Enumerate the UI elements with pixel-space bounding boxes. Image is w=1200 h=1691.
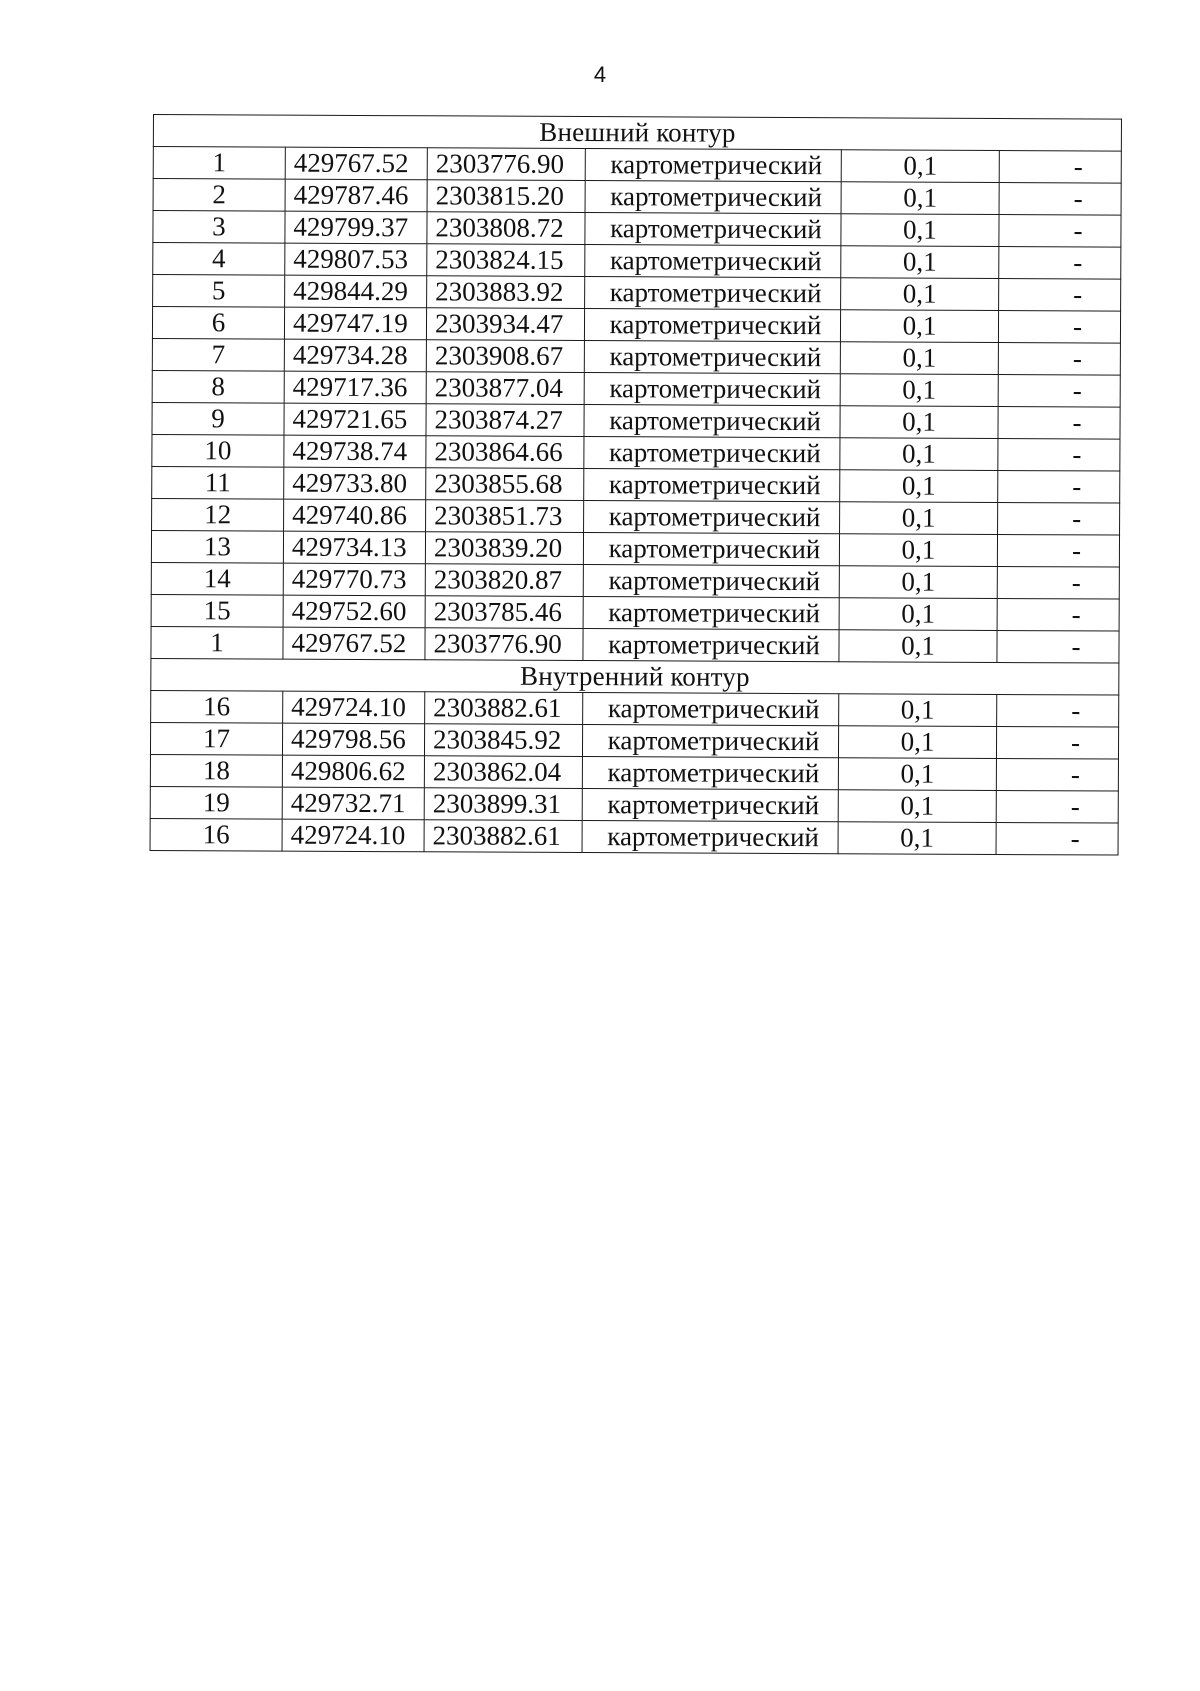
- method-cell: картометрический: [585, 245, 841, 278]
- table-row: [151, 626, 1119, 663]
- method-cell: картометрический: [584, 373, 840, 406]
- method-cell: картометрический: [584, 405, 840, 438]
- x-coordinate-cell: 429717.36: [284, 371, 426, 404]
- accuracy-cell: 0,1: [839, 694, 997, 727]
- accuracy-cell: 0,1: [841, 214, 999, 247]
- accuracy-cell: 0,1: [840, 406, 998, 439]
- method-cell: картометрический: [584, 437, 840, 470]
- table-row: [152, 434, 1120, 471]
- accuracy-cell: 0,1: [841, 246, 999, 279]
- note-cell: -: [996, 758, 1118, 791]
- y-coordinate-cell: 2303839.20: [425, 532, 583, 565]
- table-row: [152, 338, 1120, 375]
- point-number-cell: 5: [153, 275, 285, 308]
- point-number-cell: 9: [152, 402, 284, 435]
- point-number-cell: 2: [153, 179, 285, 212]
- accuracy-cell: 0,1: [839, 598, 997, 631]
- accuracy-cell: 0,1: [838, 790, 996, 823]
- section-header-row: [153, 115, 1121, 152]
- method-cell: картометрический: [582, 789, 838, 822]
- note-cell: -: [998, 502, 1120, 535]
- section-title: Внешний контур: [153, 115, 1121, 152]
- y-coordinate-cell: 2303808.72: [427, 212, 585, 245]
- y-coordinate-cell: 2303883.92: [427, 276, 585, 309]
- point-number-cell: 19: [150, 786, 282, 819]
- x-coordinate-cell: 429799.37: [285, 211, 427, 244]
- x-coordinate-cell: 429732.71: [282, 787, 424, 820]
- note-cell: -: [998, 470, 1120, 503]
- x-coordinate-cell: 429806.62: [282, 755, 424, 788]
- accuracy-cell: 0,1: [841, 182, 999, 215]
- note-cell: -: [999, 150, 1121, 183]
- accuracy-cell: 0,1: [841, 278, 999, 311]
- method-cell: картометрический: [583, 533, 839, 566]
- accuracy-cell: 0,1: [839, 630, 997, 663]
- point-number-cell: 8: [152, 370, 284, 403]
- method-cell: картометрический: [584, 309, 840, 342]
- note-cell: -: [999, 278, 1121, 311]
- accuracy-cell: 0,1: [840, 502, 998, 535]
- note-cell: -: [998, 374, 1120, 407]
- coordinates-table-body: [150, 115, 1122, 856]
- point-number-cell: 10: [152, 434, 284, 467]
- y-coordinate-cell: 2303815.20: [427, 180, 585, 213]
- table-row: [150, 786, 1118, 823]
- y-coordinate-cell: 2303882.61: [424, 820, 582, 853]
- accuracy-cell: 0,1: [841, 150, 999, 183]
- note-cell: -: [997, 630, 1119, 663]
- method-cell: картометрический: [582, 757, 838, 790]
- table-row: [151, 690, 1119, 727]
- accuracy-cell: 0,1: [840, 438, 998, 471]
- x-coordinate-cell: 429752.60: [283, 595, 425, 628]
- method-cell: картометрический: [582, 821, 838, 854]
- point-number-cell: 15: [151, 594, 283, 627]
- table-row: [152, 370, 1120, 407]
- point-number-cell: 7: [152, 338, 284, 371]
- note-cell: -: [996, 822, 1118, 855]
- note-cell: -: [998, 406, 1120, 439]
- table-row: [153, 275, 1121, 312]
- y-coordinate-cell: 2303899.31: [424, 788, 582, 821]
- accuracy-cell: 0,1: [838, 726, 996, 759]
- method-cell: картометрический: [583, 629, 839, 662]
- point-number-cell: 1: [151, 626, 283, 659]
- section-title: Внутренний контур: [151, 658, 1119, 695]
- x-coordinate-cell: 429747.19: [284, 307, 426, 340]
- y-coordinate-cell: 2303864.66: [426, 436, 584, 469]
- note-cell: -: [999, 246, 1121, 279]
- point-number-cell: 4: [153, 243, 285, 276]
- y-coordinate-cell: 2303862.04: [424, 756, 582, 789]
- y-coordinate-cell: 2303776.90: [427, 148, 585, 181]
- table-row: [152, 307, 1120, 344]
- point-number-cell: 11: [152, 466, 284, 499]
- note-cell: -: [996, 790, 1118, 823]
- note-cell: -: [998, 342, 1120, 375]
- accuracy-cell: 0,1: [838, 822, 996, 855]
- y-coordinate-cell: 2303845.92: [424, 724, 582, 757]
- point-number-cell: 18: [150, 754, 282, 787]
- method-cell: картометрический: [584, 501, 840, 534]
- x-coordinate-cell: 429734.13: [283, 531, 425, 564]
- table-row: [150, 722, 1118, 759]
- table-row: [152, 402, 1120, 439]
- accuracy-cell: 0,1: [840, 310, 998, 343]
- method-cell: картометрический: [582, 725, 838, 758]
- method-cell: картометрический: [585, 149, 841, 182]
- accuracy-cell: 0,1: [840, 470, 998, 503]
- y-coordinate-cell: 2303820.87: [425, 564, 583, 597]
- y-coordinate-cell: 2303908.67: [426, 340, 584, 373]
- note-cell: -: [997, 694, 1119, 727]
- y-coordinate-cell: 2303785.46: [425, 596, 583, 629]
- x-coordinate-cell: 429724.10: [282, 819, 424, 852]
- method-cell: картометрический: [583, 597, 839, 630]
- table-row: [151, 562, 1119, 599]
- point-number-cell: 6: [152, 307, 284, 340]
- x-coordinate-cell: 429807.53: [285, 243, 427, 276]
- note-cell: -: [998, 438, 1120, 471]
- point-number-cell: 13: [151, 530, 283, 563]
- accuracy-cell: 0,1: [840, 374, 998, 407]
- x-coordinate-cell: 429767.52: [283, 627, 425, 660]
- page-number: 4: [593, 62, 607, 87]
- method-cell: картометрический: [585, 213, 841, 246]
- x-coordinate-cell: 429738.74: [284, 435, 426, 468]
- method-cell: картометрический: [583, 693, 839, 726]
- note-cell: -: [999, 214, 1121, 247]
- method-cell: картометрический: [583, 565, 839, 598]
- note-cell: -: [997, 566, 1119, 599]
- x-coordinate-cell: 429787.46: [285, 179, 427, 212]
- point-number-cell: 12: [152, 498, 284, 531]
- point-number-cell: 16: [151, 690, 283, 723]
- note-cell: -: [997, 598, 1119, 631]
- table-row: [153, 179, 1121, 216]
- method-cell: картометрический: [585, 181, 841, 214]
- point-number-cell: 16: [150, 818, 282, 851]
- point-number-cell: 1: [153, 147, 285, 180]
- x-coordinate-cell: 429734.28: [284, 339, 426, 372]
- table-row: [153, 243, 1121, 280]
- x-coordinate-cell: 429721.65: [284, 403, 426, 436]
- table-row: [151, 530, 1119, 567]
- table-row: [152, 498, 1120, 535]
- y-coordinate-cell: 2303934.47: [426, 308, 584, 341]
- y-coordinate-cell: 2303824.15: [427, 244, 585, 277]
- coordinates-table: [150, 114, 1123, 856]
- y-coordinate-cell: 2303877.04: [426, 372, 584, 405]
- accuracy-cell: 0,1: [840, 342, 998, 375]
- x-coordinate-cell: 429770.73: [283, 563, 425, 596]
- x-coordinate-cell: 429733.80: [284, 467, 426, 500]
- accuracy-cell: 0,1: [839, 534, 997, 567]
- note-cell: -: [996, 726, 1118, 759]
- y-coordinate-cell: 2303851.73: [426, 500, 584, 533]
- table-row: [152, 466, 1120, 503]
- x-coordinate-cell: 429798.56: [282, 723, 424, 756]
- y-coordinate-cell: 2303776.90: [425, 628, 583, 661]
- table-row: [150, 818, 1118, 855]
- table-row: [150, 754, 1118, 791]
- table-row: [153, 147, 1121, 184]
- y-coordinate-cell: 2303882.61: [425, 692, 583, 725]
- accuracy-cell: 0,1: [839, 566, 997, 599]
- point-number-cell: 14: [151, 562, 283, 595]
- x-coordinate-cell: 429724.10: [283, 691, 425, 724]
- x-coordinate-cell: 429740.86: [284, 499, 426, 532]
- method-cell: картометрический: [584, 341, 840, 374]
- accuracy-cell: 0,1: [838, 758, 996, 791]
- point-number-cell: 17: [150, 722, 282, 755]
- y-coordinate-cell: 2303855.68: [426, 468, 584, 501]
- x-coordinate-cell: 429844.29: [285, 275, 427, 308]
- method-cell: картометрический: [584, 469, 840, 502]
- method-cell: картометрический: [585, 277, 841, 310]
- point-number-cell: 3: [153, 211, 285, 244]
- table-row: [151, 594, 1119, 631]
- table-row: [153, 211, 1121, 248]
- note-cell: -: [999, 182, 1121, 215]
- x-coordinate-cell: 429767.52: [285, 147, 427, 180]
- section-header-row: [151, 658, 1119, 695]
- note-cell: -: [997, 534, 1119, 567]
- note-cell: -: [998, 310, 1120, 343]
- y-coordinate-cell: 2303874.27: [426, 404, 584, 437]
